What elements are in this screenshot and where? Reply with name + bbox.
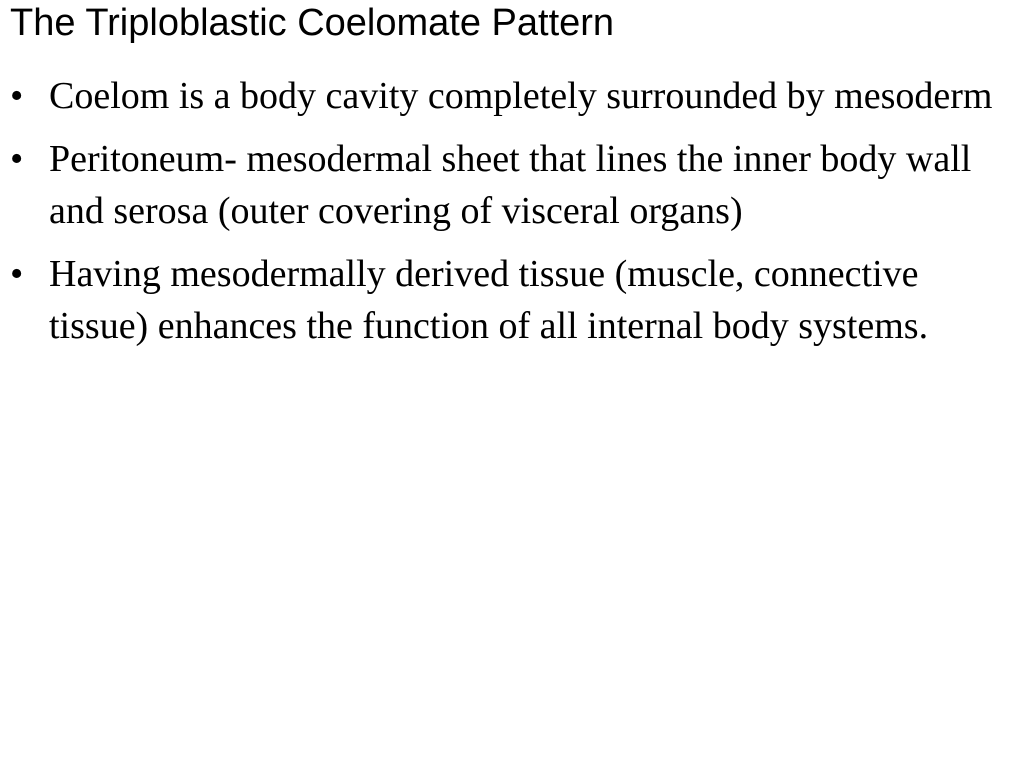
slide-title: The Triploblastic Coelomate Pattern: [10, 2, 615, 44]
bullet-text: Peritoneum- mesodermal sheet that lines the inner body wall and serosa (outer covering of visceral organs): [49, 138, 972, 232]
bullet-item: [0, 133, 1024, 237]
bullet-dot-icon: •: [10, 138, 24, 180]
bullet-list: [0, 70, 1024, 363]
bullet-item: [0, 70, 1024, 122]
bullet-item: [0, 248, 1024, 352]
bullet-text: Having mesodermally derived tissue (muscle, connective tissue) enhances the function of all internal body systems.: [49, 253, 929, 347]
bullet-dot-icon: •: [10, 253, 24, 295]
bullet-text: Coelom is a body cavity completely surrounded by mesoderm: [49, 75, 993, 117]
bullet-dot-icon: •: [10, 75, 24, 117]
